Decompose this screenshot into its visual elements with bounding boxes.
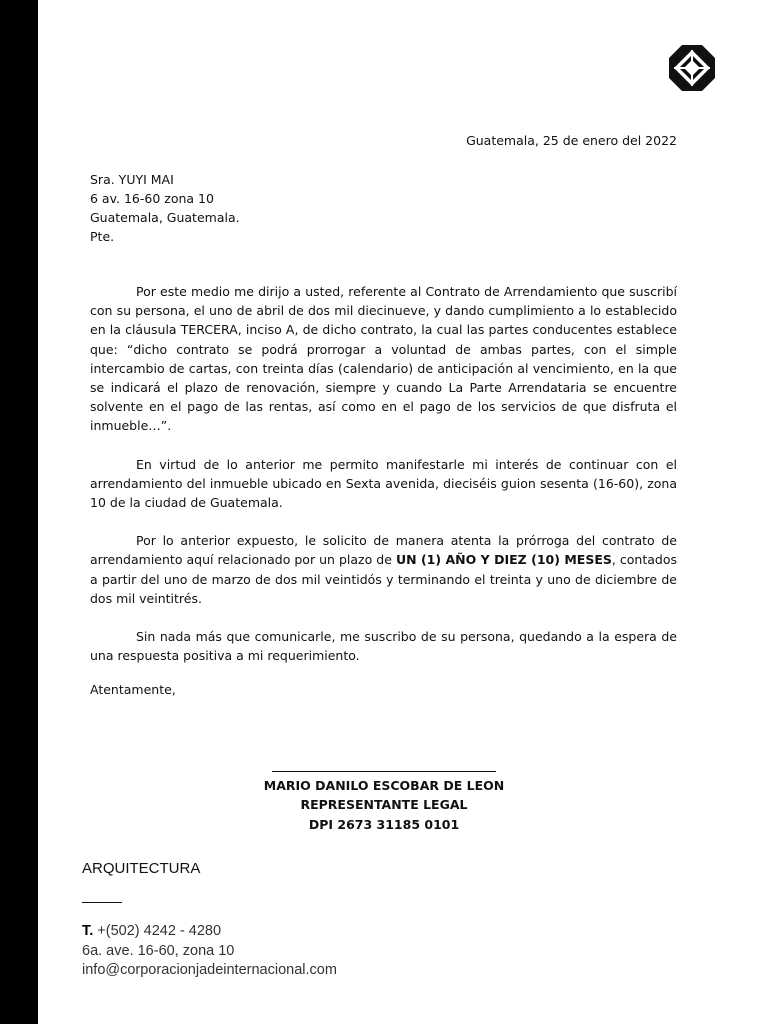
letter-page bbox=[38, 0, 768, 1024]
company-logo-icon bbox=[668, 44, 716, 92]
paragraph-3 bbox=[90, 531, 677, 608]
addressee-address: 6 av. 16-60 zona 10 bbox=[90, 191, 214, 206]
addressee-city: Guatemala, Guatemala. bbox=[90, 210, 240, 225]
closing: Atentamente, bbox=[90, 682, 176, 697]
footer-email: info@corporacionjadeinternacional.com bbox=[82, 962, 337, 978]
signer-dpi: DPI 2673 31185 0101 bbox=[308, 816, 460, 832]
addressee-name: Sra. YUYI MAI bbox=[90, 172, 174, 187]
footer-divider bbox=[82, 902, 122, 903]
letter-body bbox=[90, 282, 677, 684]
addressee-present: Pte. bbox=[90, 229, 115, 244]
phone-number: +(502) 4242 - 4280 bbox=[93, 923, 222, 939]
paragraph-4: Sin nada más que comunicarle, me suscribo de su persona, quedando a la espera de una respuesta positiva a mi requerimiento. bbox=[90, 629, 677, 664]
paragraph-3-text-b: , contados a partir del uno de marzo de dos mil veintidós y terminando el treinta y uno de diciembre de dos mil veintitrés. bbox=[90, 552, 678, 606]
phone-prefix: T. bbox=[82, 923, 94, 939]
addressee-block bbox=[90, 170, 240, 246]
signature-line bbox=[272, 771, 496, 772]
footer-contact bbox=[82, 922, 337, 981]
signer-title: REPRESENTANTE LEGAL bbox=[300, 797, 468, 813]
footer-address: 6a. ave. 16-60, zona 10 bbox=[82, 942, 235, 959]
paragraph-2: En virtud de lo anterior me permito manifestarle mi interés de continuar con el arrendamiento del inmueble ubicado en Sexta avenida, dieciséis guion sesenta (16-60), zona 10 de la ciudad de Guatemala. bbox=[90, 456, 677, 511]
footer-phone bbox=[82, 922, 337, 942]
paragraph-3-text-a: Por lo anterior expuesto, le solicito de manera atenta la prórroga del contrato de arrendamiento aquí relacionado por un plazo de bbox=[90, 533, 677, 568]
letter-date: Guatemala, 25 de enero del 2022 bbox=[466, 133, 677, 148]
signer-name: MARIO DANILO ESCOBAR DE LEON bbox=[263, 778, 505, 793]
signature-block bbox=[234, 776, 534, 834]
paragraph-1: Por este medio me dirijo a usted, referente al Contrato de Arrendamiento que suscribí con su persona, el uno de abril de dos mil diecinueve, y dando cumplimiento a lo establecido en la cláusula TERCERA, inciso A, de dicho contrato, la cual las partes conducentes establece que: “dicho contrato se podrá prorrogar a voluntad de ambas partes, con el simple intercambio de cartas, con treinta días (calendario) de anticipación al vencimiento, en la que se indicará el plazo de renovación, siempre y cuando La Parte Arrendataria se encuentre solvente en el pago de las rentas, así como en el pago de los servicios de que disfruta el inmueble…”. bbox=[90, 284, 677, 434]
paragraph-3-term: UN (1) AÑO Y DIEZ (10) MESES bbox=[395, 552, 612, 568]
footer-brand: ARQUITECTURA bbox=[82, 860, 201, 877]
